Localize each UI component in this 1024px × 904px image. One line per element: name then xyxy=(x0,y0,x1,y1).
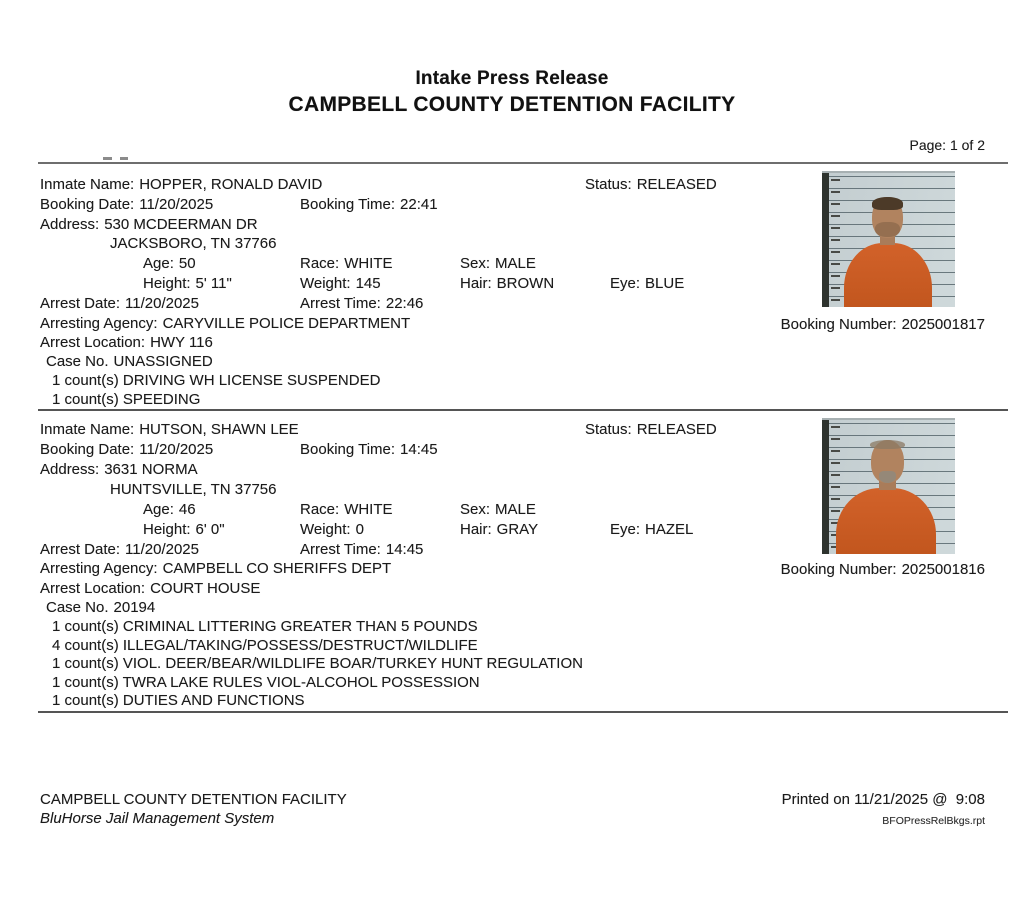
printed-timestamp: Printed on 11/21/2025 @ 9:08 xyxy=(781,791,985,808)
booking-time: Booking Time: 22:41 xyxy=(300,196,438,213)
head xyxy=(872,197,903,238)
hair xyxy=(872,197,903,210)
race: Race: WHITE xyxy=(300,255,393,272)
case-number: Case No. 20194 xyxy=(46,599,156,616)
beard xyxy=(875,222,900,237)
charge-line: 1 count(s) TWRA LAKE RULES VIOL-ALCOHOL POSSESSION xyxy=(52,674,480,691)
head xyxy=(871,440,904,483)
eye: Eye: BLUE xyxy=(610,275,685,292)
charge-line: 1 count(s) CRIMINAL LITTERING GREATER THAN 5 POUNDS xyxy=(52,618,478,635)
arrest-date: Arrest Date: 11/20/2025 xyxy=(40,295,199,312)
case-number: Case No. UNASSIGNED xyxy=(46,353,213,370)
charge-line: 1 count(s) SPEEDING xyxy=(52,391,201,408)
age: Age: 46 xyxy=(143,501,196,518)
weight: Weight: 145 xyxy=(300,275,381,292)
weight: Weight: 0 xyxy=(300,521,364,538)
address-line2: HUNTSVILLE, TN 37756 xyxy=(110,481,277,498)
report-filename: BFOPressRelBkgs.rpt xyxy=(882,815,985,827)
arrest-time: Arrest Time: 14:45 xyxy=(300,541,424,558)
arrest-location: Arrest Location: HWY 116 xyxy=(40,334,213,351)
hair: Hair: BROWN xyxy=(460,275,555,292)
arrest-time: Arrest Time: 22:46 xyxy=(300,295,424,312)
booking-date: Booking Date: 11/20/2025 xyxy=(40,441,214,458)
inmate-name: Inmate Name: HUTSON, SHAWN LEE xyxy=(40,421,299,438)
status: Status: RELEASED xyxy=(585,176,717,193)
charge-line: 4 count(s) ILLEGAL/TAKING/POSSESS/DESTRUCT/WILDLIFE xyxy=(52,637,478,654)
arresting-agency: Arresting Agency: CARYVILLE POLICE DEPARTMENT xyxy=(40,315,411,332)
booking-time: Booking Time: 14:45 xyxy=(300,441,438,458)
inmate-figure xyxy=(822,173,955,307)
footer-system: BluHorse Jail Management System xyxy=(40,810,275,827)
charge-line: 1 count(s) VIOL. DEER/BEAR/WILDLIFE BOAR/TURKEY HUNT REGULATION xyxy=(52,655,583,672)
height: Height: 5' 11" xyxy=(143,275,232,292)
scan-artifact xyxy=(103,157,112,160)
charge-line: 1 count(s) DRIVING WH LICENSE SUSPENDED xyxy=(52,372,381,389)
top-divider xyxy=(38,162,1008,164)
scan-artifact xyxy=(120,157,128,160)
bottom-divider xyxy=(38,711,1008,713)
booking-date: Booking Date: 11/20/2025 xyxy=(40,196,214,213)
page-number: Page: 1 of 2 xyxy=(909,137,985,153)
status: Status: RELEASED xyxy=(585,421,717,438)
jumpsuit-torso xyxy=(844,243,932,307)
mugshot-photo xyxy=(822,171,955,307)
goatee xyxy=(879,471,896,483)
footer-facility: CAMPBELL COUNTY DETENTION FACILITY xyxy=(40,791,347,808)
address-line1: Address: 3631 NORMA xyxy=(40,461,198,478)
booking-number: Booking Number: 2025001816 xyxy=(780,561,985,578)
report-title: Intake Press Release xyxy=(415,68,609,89)
facility-title: CAMPBELL COUNTY DETENTION FACILITY xyxy=(288,93,736,116)
arrest-date: Arrest Date: 11/20/2025 xyxy=(40,541,199,558)
arrest-location: Arrest Location: COURT HOUSE xyxy=(40,580,261,597)
address-line1: Address: 530 MCDEERMAN DR xyxy=(40,216,258,233)
charge-line: 1 count(s) DUTIES AND FUNCTIONS xyxy=(52,692,305,709)
eye: Eye: HAZEL xyxy=(610,521,694,538)
jumpsuit-torso xyxy=(836,488,936,554)
mugshot-photo xyxy=(822,418,955,554)
booking-number: Booking Number: 2025001817 xyxy=(780,316,985,333)
sex: Sex: MALE xyxy=(460,255,536,272)
arresting-agency: Arresting Agency: CAMPBELL CO SHERIFFS DEPT xyxy=(40,560,392,577)
race: Race: WHITE xyxy=(300,501,393,518)
address-line2: JACKSBORO, TN 37766 xyxy=(110,235,277,252)
age: Age: 50 xyxy=(143,255,196,272)
inmate-figure xyxy=(822,420,955,554)
sex: Sex: MALE xyxy=(460,501,536,518)
inmate-name: Inmate Name: HOPPER, RONALD DAVID xyxy=(40,176,323,193)
hair: Hair: GRAY xyxy=(460,521,539,538)
height: Height: 6' 0" xyxy=(143,521,225,538)
hair xyxy=(870,440,905,449)
record-divider xyxy=(38,409,1008,411)
